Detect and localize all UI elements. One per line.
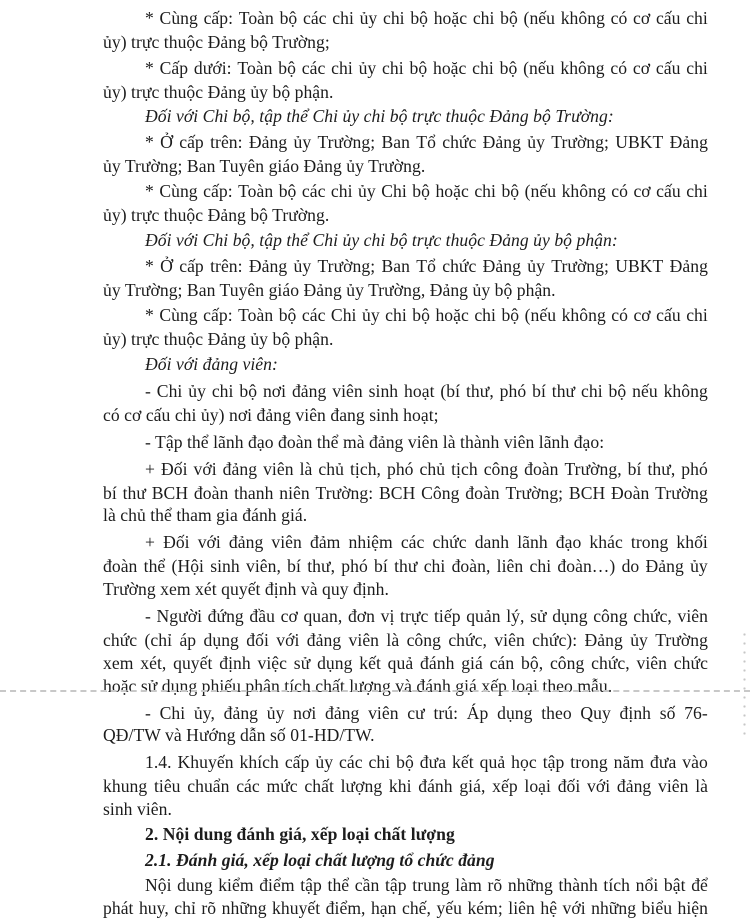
- text-line: phát huy, chỉ rõ những khuyết điểm, hạn chế, yếu kém; liên hệ với những biểu hiện: [103, 898, 708, 918]
- text-line: bí thư BCH đoàn thanh niên Trường: BCH Công đoàn Trường; BCH Đoàn Trường: [103, 483, 708, 503]
- text-line: - Chi ủy chi bộ nơi đảng viên sinh hoạt (bí thư, phó bí thư chi bộ nếu không: [145, 381, 708, 401]
- text-line: * Cùng cấp: Toàn bộ các chi ủy chi bộ hoặc chi bộ (nếu không có cơ cấu chi: [145, 8, 708, 28]
- text-line: khung tiêu chuẩn các mức chất lượng khi đánh giá, xếp loại đối với đảng viên là: [103, 776, 708, 796]
- text-line: hoặc sử dụng phiếu phân tích chất lượng và đánh giá xếp loại theo mẫu.: [103, 676, 613, 696]
- section-label: Đối với đảng viên:: [145, 354, 278, 374]
- scan-fold-line: [0, 690, 750, 692]
- text-line: 1.4. Khuyến khích cấp ủy các chi bộ đưa kết quả học tập trong năm đưa vào: [145, 752, 708, 772]
- text-line: Trường xem xét quyết định và quy định.: [103, 579, 389, 599]
- scan-edge-marks: [743, 630, 746, 740]
- text-line: Nội dung kiểm điểm tập thể cần tập trung làm rõ những thành tích nổi bật để: [145, 875, 708, 895]
- text-line: + Đối với đảng viên là chủ tịch, phó chủ tịch công đoàn Trường, bí thư, phó: [145, 459, 708, 479]
- text-line: - Tập thể lãnh đạo đoàn thể mà đảng viên là thành viên lãnh đạo:: [145, 432, 605, 452]
- text-line: là chủ thể tham gia đánh giá.: [103, 505, 308, 525]
- text-line: đoàn thể (Hội sinh viên, bí thư, phó bí thư chi đoàn, liên chi đoàn…) do Đảng ủy: [103, 556, 708, 576]
- text-line: QĐ/TW và Hướng dẫn số 01-HD/TW.: [103, 725, 375, 745]
- subsection-heading: 2.1. Đánh giá, xếp loại chất lượng tổ chức đảng: [145, 850, 495, 870]
- text-line: - Chi ủy, đảng ủy nơi đảng viên cư trú: Áp dụng theo Quy định số 76-: [145, 703, 708, 723]
- text-line: * Cùng cấp: Toàn bộ các chi ủy Chi bộ hoặc chi bộ (nếu không có cơ cấu chi: [145, 181, 708, 201]
- text-line: sinh viên.: [103, 799, 172, 819]
- section-heading: 2. Nội dung đánh giá, xếp loại chất lượng: [145, 824, 455, 844]
- text-line: * Ở cấp trên: Đảng ủy Trường; Ban Tổ chức Đảng ủy Trường; UBKT Đảng: [145, 132, 708, 152]
- text-line: ủy) trực thuộc Đảng bộ Trường;: [103, 32, 330, 52]
- text-line: * Ở cấp trên: Đảng ủy Trường; Ban Tổ chức Đảng ủy Trường; UBKT Đảng: [145, 256, 708, 276]
- text-line: + Đối với đảng viên đảm nhiệm các chức danh lãnh đạo khác trong khối: [145, 532, 708, 552]
- text-line: ủy) trực thuộc Đảng bộ Trường.: [103, 205, 330, 225]
- text-line: ủy) trực thuộc Đảng ủy bộ phận.: [103, 82, 334, 102]
- text-line: - Người đứng đầu cơ quan, đơn vị trực tiếp quản lý, sử dụng công chức, viên: [145, 606, 708, 626]
- text-line: ủy Trường; Ban Tuyên giáo Đảng ủy Trường.: [103, 156, 426, 176]
- text-line: * Cấp dưới: Toàn bộ các chi ủy chi bộ hoặc chi bộ (nếu không có cơ cấu chi: [145, 58, 708, 78]
- text-line: ủy) trực thuộc Đảng ủy bộ phận.: [103, 329, 334, 349]
- section-label: Đối với Chi bộ, tập thể Chi ủy chi bộ trực thuộc Đảng ủy bộ phận:: [145, 230, 618, 250]
- text-line: chức (chỉ áp dụng đối với đảng viên là công chức, viên chức): Đảng ủy Trường: [103, 630, 708, 650]
- text-line: ủy Trường; Ban Tuyên giáo Đảng ủy Trường, Đảng ủy bộ phận.: [103, 280, 556, 300]
- text-line: * Cùng cấp: Toàn bộ các Chi ủy chi bộ hoặc chi bộ (nếu không có cơ cấu chi: [145, 305, 708, 325]
- text-line: xem xét, quyết định việc sử dụng kết quả đánh giá cán bộ, công chức, viên chức: [103, 653, 708, 673]
- section-label: Đối với Chi bộ, tập thể Chi ủy chi bộ trực thuộc Đảng bộ Trường:: [145, 106, 614, 126]
- text-line: có cơ cấu chi ủy) nơi đảng viên đang sinh hoạt;: [103, 405, 439, 425]
